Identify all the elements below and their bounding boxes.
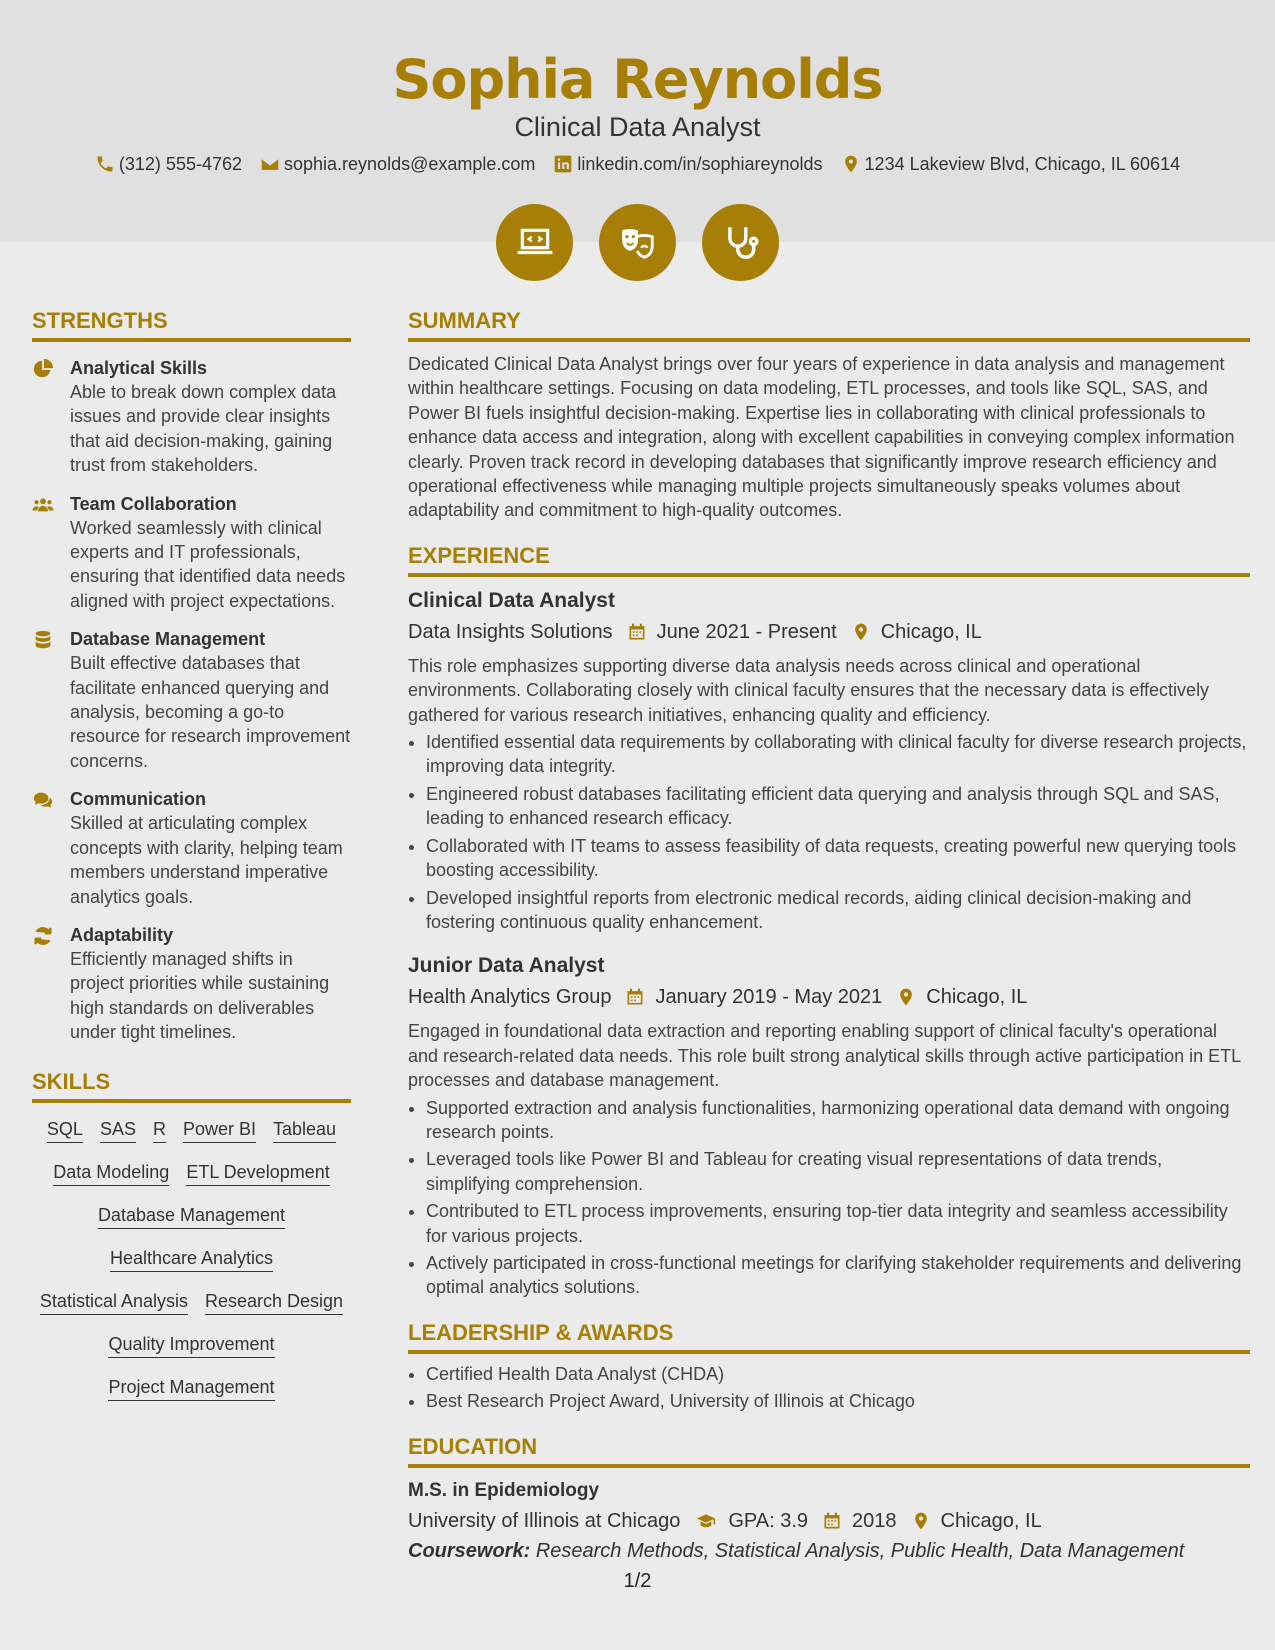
- database-icon: [32, 629, 54, 651]
- job-bullets: [426, 730, 1250, 934]
- job-bullet: • Contributed to ETL process improvements, ensuring top-tier data integrity and seamless accessibility for various projects.: [426, 1199, 1250, 1248]
- strength-title: Adaptability: [70, 924, 174, 945]
- linkedin-text: linkedin.com/in/sophiareynolds: [577, 154, 823, 174]
- skill-tag: Research Design: [205, 1289, 343, 1315]
- map-pin-icon: [911, 1511, 931, 1531]
- gpa-text: GPA: 3.9: [728, 1509, 809, 1532]
- skill-tag: Quality Improvement: [108, 1332, 274, 1358]
- summary-heading: SUMMARY: [408, 306, 1250, 342]
- phone-icon: [95, 154, 115, 174]
- stethoscope-icon: [722, 224, 760, 262]
- leadership-heading: LEADERSHIP & AWARDS: [408, 1318, 1250, 1354]
- job-meta: [408, 618, 1250, 646]
- job-bullet: • Actively participated in cross-functional meetings for clarifying stakeholder requirements and delivering optimal analytics solutions.: [426, 1251, 1250, 1300]
- candidate-name: Sophia Reynolds: [392, 48, 883, 111]
- school-location: Chicago, IL: [940, 1509, 1042, 1532]
- skills-list: [32, 1117, 351, 1401]
- strength-desc: Efficiently managed shifts in project priorities while sustaining high standards on deliverables under tight timelines.: [70, 948, 330, 1043]
- strength-title: Team Collaboration: [70, 493, 237, 514]
- job-title: Junior Data Analyst: [408, 954, 605, 978]
- envelope-icon: [260, 154, 280, 174]
- strength-item: [32, 492, 351, 614]
- experience-heading: EXPERIENCE: [408, 541, 1250, 577]
- map-pin-icon: [841, 154, 861, 174]
- masks-theater-icon: [619, 224, 657, 262]
- calendar-icon: [627, 622, 647, 642]
- education-meta: [408, 1507, 1250, 1535]
- coursework: [408, 1537, 1250, 1565]
- skill-tag: Tableau: [273, 1117, 336, 1143]
- calendar-icon: [625, 987, 645, 1007]
- job-bullets: [426, 1096, 1250, 1300]
- contact-email[interactable]: [260, 152, 535, 176]
- email-text: sophia.reynolds@example.com: [284, 154, 536, 174]
- summary-text: Dedicated Clinical Data Analyst brings over four years of experience in data analysis and management within healthcare settings. Focusing on data modeling, ETL processes, and tools like SQL, SAS, and Power BI fuels insightful decision-making. Expertise lies in collaborating with clinical professionals to enhance data access and integration, along with excellent capabilities in conveying complex information clearly. Proven track record in developing databases that significantly improve research efficiency and operational effectiveness while managing multiple projects simultaneously speaks volumes about adaptability and commitment to high-quality outcomes.: [408, 354, 1235, 521]
- badge-theater: [599, 204, 676, 281]
- comments-icon: [32, 789, 54, 811]
- right-column: [408, 306, 1250, 1565]
- badge-stethoscope: [702, 204, 779, 281]
- strength-title: Analytical Skills: [70, 358, 208, 378]
- chart-pie-icon: [32, 358, 54, 380]
- award-item: • Certified Health Data Analyst (CHDA): [426, 1362, 1250, 1386]
- school-name: University of Illinois at Chicago: [408, 1509, 681, 1532]
- sync-icon: [32, 925, 54, 947]
- job-company: Health Analytics Group: [408, 986, 612, 1009]
- job-bullet: • Collaborated with IT teams to assess feasibility of data requests, creating powerful new querying tools boosting accessibility.: [426, 834, 1250, 883]
- strength-desc: Able to break down complex data issues and provide clear insights that aid decision-making, gaining trust from stakeholders.: [70, 382, 337, 476]
- job-company: Data Insights Solutions: [408, 620, 613, 643]
- strength-desc: Skilled at articulating complex concepts with clarity, helping team members understand imperative analytics goals.: [70, 813, 343, 907]
- strength-item: [32, 923, 351, 1045]
- job-bullet: • Supported extraction and analysis functionalities, harmonizing operational data demand with ongoing research points.: [426, 1096, 1250, 1145]
- job-dates: January 2019 - May 2021: [655, 986, 883, 1009]
- badge-row: [0, 204, 1275, 281]
- page-number: 1/2: [623, 1570, 652, 1592]
- job-bullet: • Developed insightful reports from electronic medical records, aiding clinical decision-making and fostering continuous quality enhancement.: [426, 886, 1250, 935]
- map-pin-icon: [896, 987, 916, 1007]
- skill-tag: Power BI: [183, 1117, 256, 1143]
- address-text: 1234 Lakeview Blvd, Chicago, IL 60614: [864, 154, 1181, 174]
- graduation-year: 2018: [852, 1509, 897, 1532]
- job-location: Chicago, IL: [880, 620, 982, 643]
- job-desc: This role emphasizes supporting diverse data analysis needs across clinical and operational environments. Collaborating closely with clinical faculty ensures that the necessary data is effectively gathered for various research initiatives, enhancing quality and efficiency.: [408, 655, 1210, 725]
- coursework-text: Research Methods, Statistical Analysis, Public Health, Data Management: [535, 1539, 1185, 1562]
- strength-title: Database Management: [70, 629, 266, 650]
- job-bullet: • Engineered robust databases facilitating efficient data querying and analysis through SQL and SAS, leading to enhanced research efficacy.: [426, 782, 1250, 831]
- award-item: • Best Research Project Award, University of Illinois at Chicago: [426, 1389, 1250, 1413]
- job-dates: June 2021 - Present: [656, 620, 837, 643]
- strength-item: [32, 356, 351, 478]
- contact-linkedin[interactable]: [553, 152, 822, 176]
- skills-heading: SKILLS: [32, 1067, 351, 1103]
- degree-title: M.S. in Epidemiology: [408, 1479, 600, 1501]
- skill-tag: ETL Development: [186, 1160, 329, 1186]
- job-title: Clinical Data Analyst: [408, 588, 615, 612]
- skill-tag: SQL: [47, 1117, 83, 1143]
- map-pin-icon: [851, 622, 871, 642]
- contact-bar: [0, 152, 1275, 176]
- phone-text: (312) 555-4762: [118, 154, 242, 174]
- strength-desc: Built effective databases that facilitate enhanced querying and analysis, becoming a go-to resource for research improvement concerns.: [70, 653, 351, 771]
- job-entry: [408, 587, 1250, 934]
- strength-title: Communication: [70, 789, 207, 810]
- job-bullet: • Identified essential data requirements by collaborating with clinical faculty for diverse research projects, improving data integrity.: [426, 730, 1250, 779]
- skill-tag: R: [153, 1117, 166, 1143]
- education-heading: EDUCATION: [408, 1432, 1250, 1468]
- awards-list: [426, 1362, 1250, 1414]
- job-bullet: • Leveraged tools like Power BI and Tableau for creating visual representations of data trends, simplifying comprehension.: [426, 1147, 1250, 1196]
- skill-tag: Statistical Analysis: [40, 1289, 188, 1315]
- strengths-heading: STRENGTHS: [32, 306, 351, 342]
- calendar-icon: [822, 1511, 842, 1531]
- skill-tag: SAS: [100, 1117, 136, 1143]
- job-meta: [408, 983, 1250, 1011]
- skill-tag: Database Management: [98, 1203, 285, 1229]
- job-desc: Engaged in foundational data extraction and reporting enabling support of clinical faculty's operational and research-related data needs. This role built strong analytical skills through active participation in ETL processes and database management.: [408, 1021, 1241, 1091]
- strength-desc: Worked seamlessly with clinical experts and IT professionals, ensuring that identified data needs aligned with project expectations.: [70, 517, 346, 611]
- strength-item: [32, 787, 351, 909]
- graduation-cap-icon: [694, 1511, 718, 1531]
- skill-tag: Healthcare Analytics: [110, 1246, 273, 1272]
- coursework-label: Coursework:: [408, 1539, 531, 1562]
- linkedin-icon: [553, 154, 573, 174]
- left-column: [32, 306, 351, 1401]
- contact-address: [841, 152, 1181, 176]
- skill-tag: Data Modeling: [53, 1160, 169, 1186]
- job-entry: [408, 952, 1250, 1299]
- users-icon: [32, 494, 54, 516]
- job-location: Chicago, IL: [926, 986, 1028, 1009]
- badge-laptop: [496, 204, 573, 281]
- skill-tag: Project Management: [108, 1375, 274, 1401]
- strength-item: [32, 627, 351, 773]
- candidate-title: Clinical Data Analyst: [514, 112, 761, 142]
- laptop-code-icon: [516, 224, 554, 262]
- contact-phone[interactable]: [95, 152, 242, 176]
